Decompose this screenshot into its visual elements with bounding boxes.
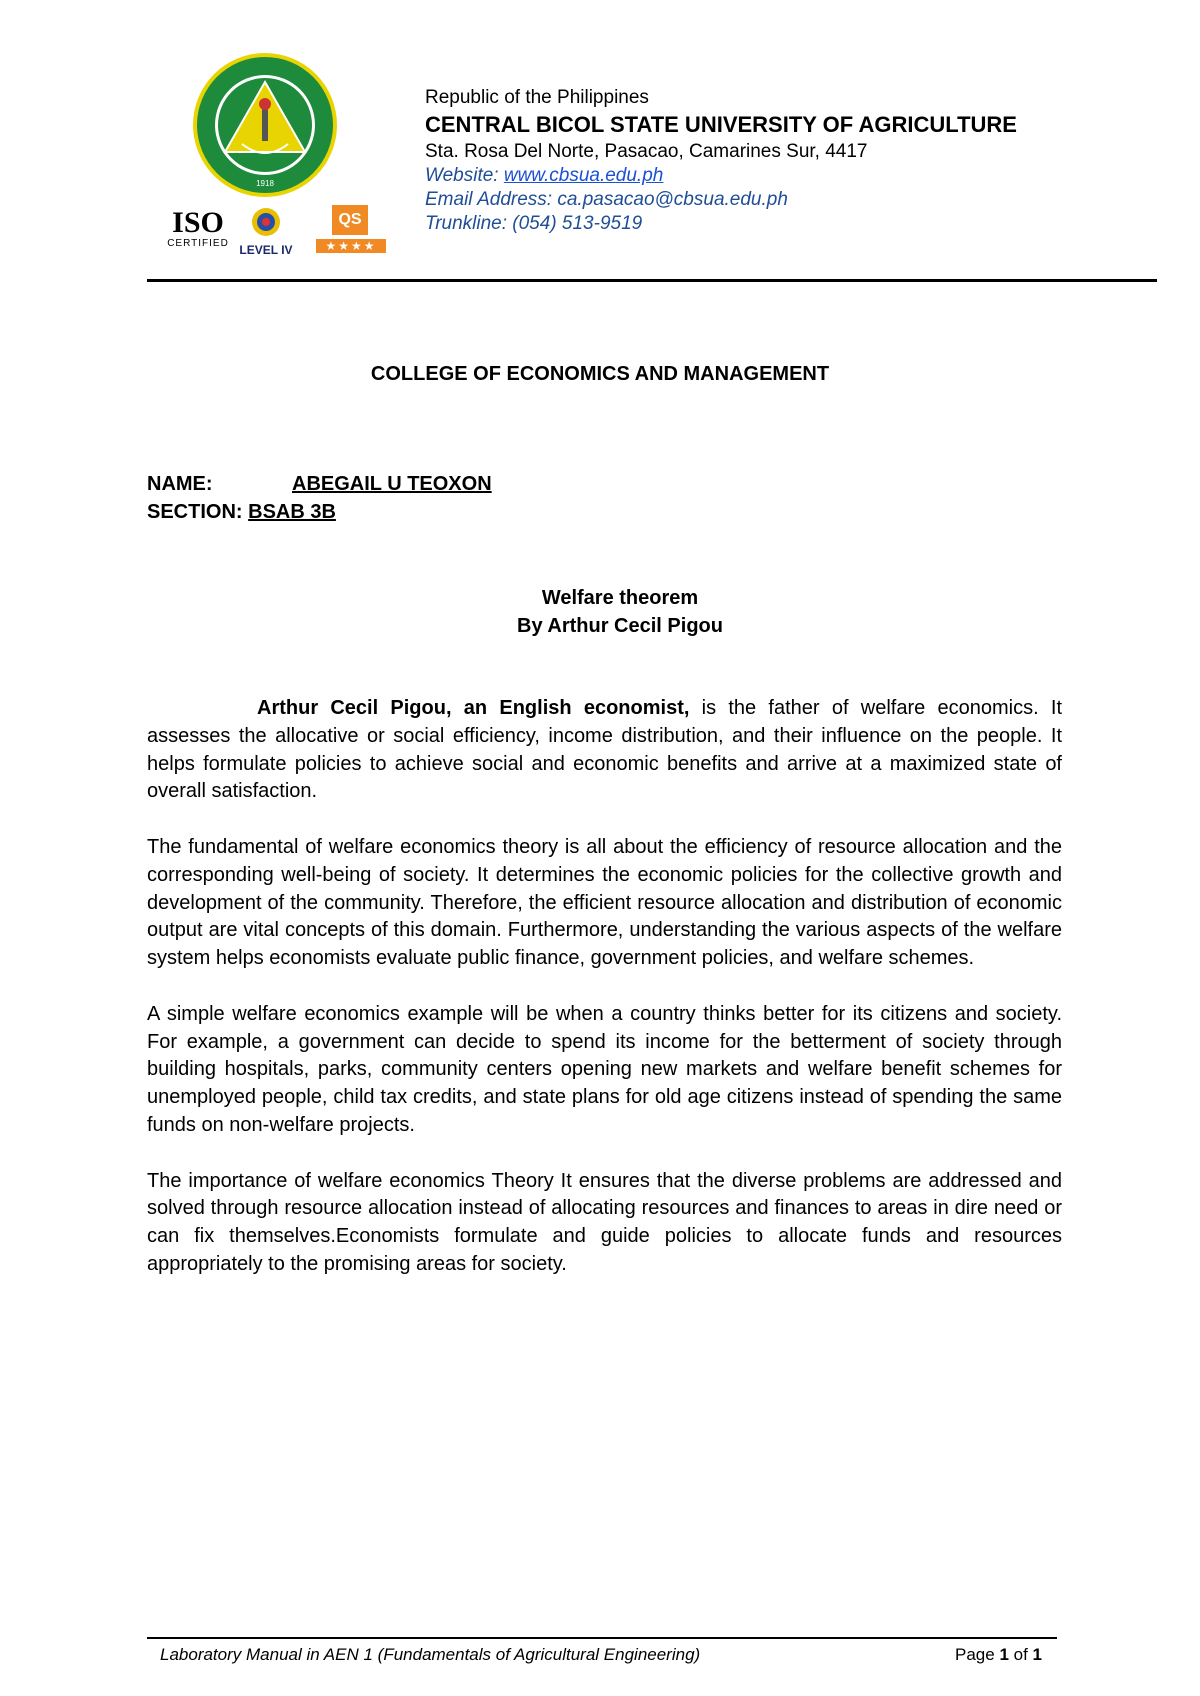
title-line: Welfare theorem bbox=[541, 587, 699, 609]
student-section: BSAB 3B bbox=[248, 501, 336, 523]
author-line: By Arthur Cecil Pigou bbox=[517, 615, 723, 637]
paragraph-3: A simple welfare economics example will be when a country thinks better for its citizens and society. For example, a government can decide to spend its income for the betterment of society through building hospitals, parks, community centers opening new markets and welfare benefit schemes for unemployed people, child tax credits, and state plans for old age citizens instead of spending the same funds on non-welfare projects. bbox=[147, 1002, 1062, 1136]
email-line: Email Address: ca.pasacao@cbsua.edu.ph bbox=[425, 189, 788, 210]
paragraph-1: Arthur Cecil Pigou, an English economist, is the father of welfare economics. It assesses the allocative or social efficiency, income distribution, and their influence on the people. It helps formulate policies to achieve social and economic benefits and arrive at a maximized state of overall satisfaction. bbox=[147, 697, 1063, 803]
level-iv-accreditation-logo: LEVEL IV bbox=[235, 206, 297, 264]
header-divider bbox=[147, 279, 1157, 282]
university-seal-logo bbox=[192, 52, 338, 198]
student-name: ABEGAIL U TEOXON bbox=[292, 473, 492, 495]
footer-manual-title: Laboratory Manual in AEN 1 (Fundamentals of Agricultural Engineering) bbox=[160, 1645, 701, 1664]
republic-line: Republic of the Philippines bbox=[425, 87, 649, 108]
section-label: SECTION: bbox=[147, 501, 249, 523]
paragraph-4: The importance of welfare economics Theory It ensures that the diverse problems are addressed and solved through resource allocation instead of allocating resources and finances to areas in dire need or can fix themselves.Economists formulate and guide policies to allocate funds and resources appropriately to the promising areas for society. bbox=[147, 1169, 1062, 1275]
footer-divider bbox=[147, 1637, 1057, 1639]
name-label: NAME: bbox=[147, 473, 213, 495]
website-link[interactable]: www.cbsua.edu.ph bbox=[503, 165, 664, 186]
college-title: COLLEGE OF ECONOMICS AND MANAGEMENT bbox=[370, 363, 830, 385]
footer-page-number: Page 1 of 1 bbox=[955, 1645, 1042, 1664]
university-header bbox=[425, 86, 1145, 236]
qs-stars-logo: QS ★★★★ bbox=[316, 205, 386, 261]
website-line: Website: www.cbsua.edu.ph bbox=[425, 165, 664, 186]
trunkline-line: Trunkline: (054) 513-9519 bbox=[425, 213, 643, 234]
iso-certified-logo: ISO CERTIFIED bbox=[167, 206, 229, 249]
address-line: Sta. Rosa Del Norte, Pasacao, Camarines Sur, 4417 bbox=[425, 141, 868, 162]
email-address[interactable]: ca.pasacao@cbsua.edu.ph bbox=[557, 189, 788, 210]
seal-year: 1918 bbox=[256, 179, 274, 188]
paragraph-2: The fundamental of welfare economics theory is all about the efficiency of resource allocation and the corresponding well-being of society. It determines the economic policies for the collective growth and development of the community. Therefore, the efficient resource allocation and distribution of economic output are vital concepts of this domain. Furthermore, understanding the various aspects of the welfare system helps economists evaluate public finance, government policies, and welfare schemes. bbox=[147, 835, 1062, 970]
student-info bbox=[147, 470, 492, 526]
document-body bbox=[147, 695, 1062, 1307]
university-name: CENTRAL BICOL STATE UNIVERSITY OF AGRICULTURE bbox=[425, 112, 1017, 137]
document-title bbox=[0, 584, 1200, 640]
